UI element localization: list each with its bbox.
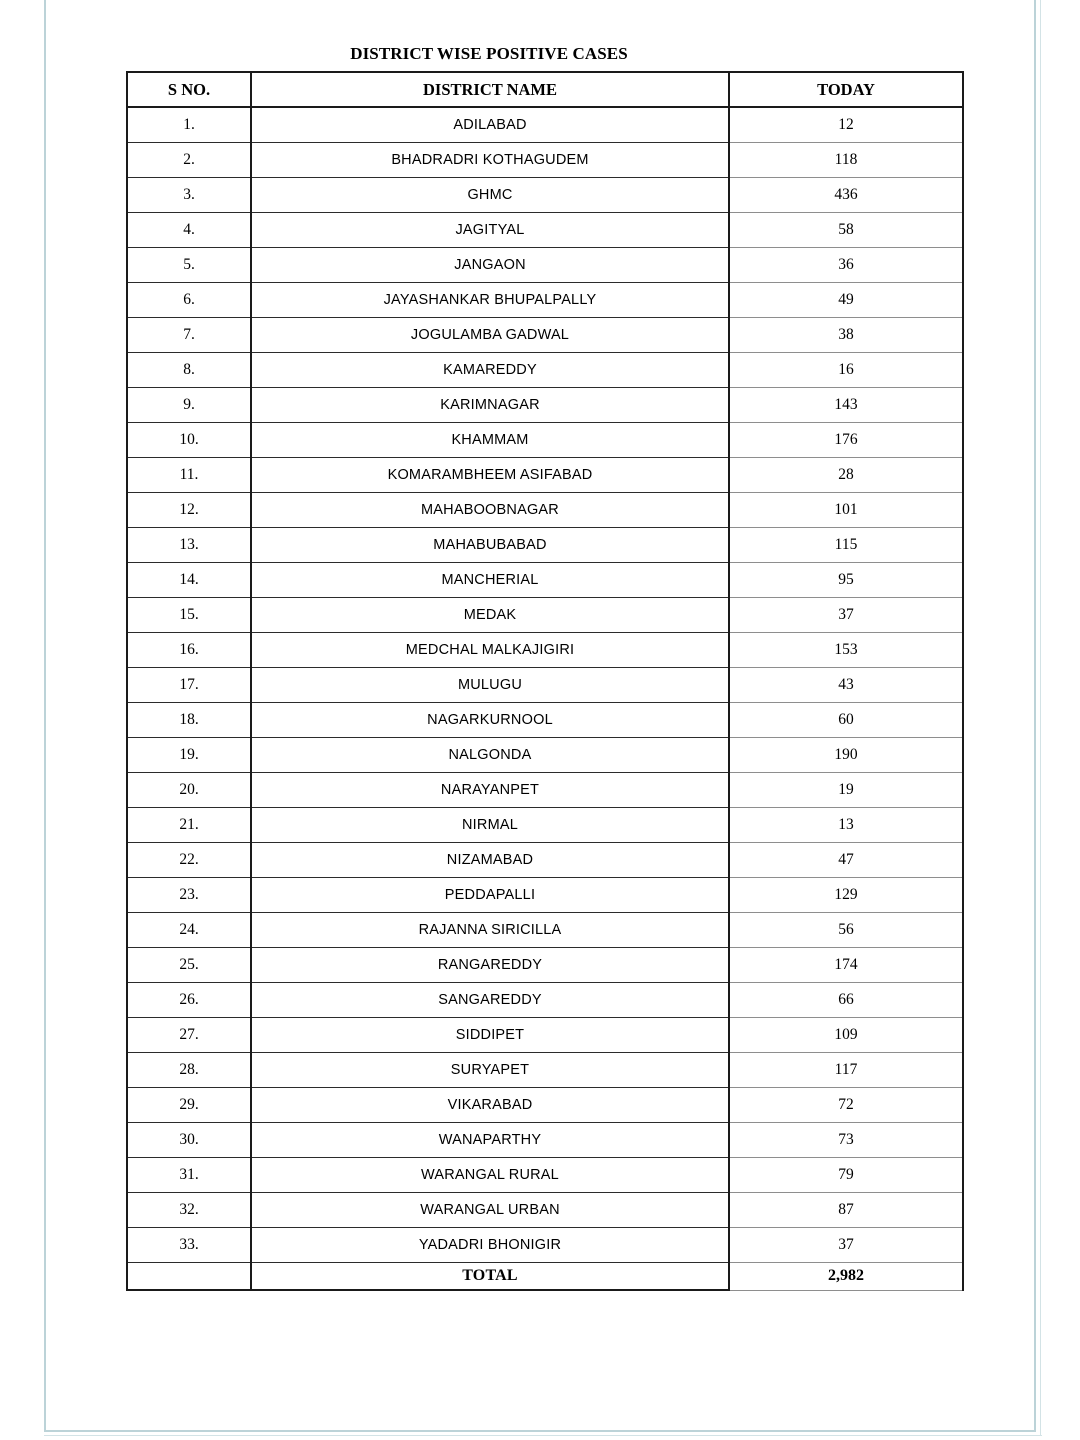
table-row (127, 913, 963, 948)
cell-serial-number: 30. (127, 1123, 251, 1158)
table-row (127, 528, 963, 563)
column-header-sno: S NO. (127, 72, 251, 107)
cell-today-count: 129 (729, 878, 963, 913)
cell-today-count: 58 (729, 213, 963, 248)
cell-serial-number: 1. (127, 107, 251, 143)
table-row (127, 283, 963, 318)
cell-district-name: NARAYANPET (251, 773, 729, 808)
cell-serial-number: 10. (127, 423, 251, 458)
table-row (127, 808, 963, 843)
cell-today-count: 101 (729, 493, 963, 528)
cell-district-name: KARIMNAGAR (251, 388, 729, 423)
table-row (127, 107, 963, 143)
table-row (127, 1088, 963, 1123)
cell-today-count: 73 (729, 1123, 963, 1158)
cell-district-name: NAGARKURNOOL (251, 703, 729, 738)
cell-district-name: YADADRI BHONIGIR (251, 1228, 729, 1263)
cell-today-count: 13 (729, 808, 963, 843)
table-row (127, 353, 963, 388)
table-row (127, 773, 963, 808)
cell-district-name: RANGAREDDY (251, 948, 729, 983)
cell-district-name: SURYAPET (251, 1053, 729, 1088)
table-header (127, 72, 963, 107)
cell-today-count: 190 (729, 738, 963, 773)
cell-today-count: 143 (729, 388, 963, 423)
cell-district-name: JAYASHANKAR BHUPALPALLY (251, 283, 729, 318)
table-row (127, 423, 963, 458)
cell-serial-number: 27. (127, 1018, 251, 1053)
cell-today-count: 174 (729, 948, 963, 983)
cell-district-name: PEDDAPALLI (251, 878, 729, 913)
cell-district-name: KOMARAMBHEEM ASIFABAD (251, 458, 729, 493)
cell-district-name: NALGONDA (251, 738, 729, 773)
cell-serial-number: 3. (127, 178, 251, 213)
cell-today-count: 12 (729, 107, 963, 143)
cell-serial-number: 6. (127, 283, 251, 318)
cell-district-name: NIRMAL (251, 808, 729, 843)
cell-serial-number: 20. (127, 773, 251, 808)
cell-today-count: 43 (729, 668, 963, 703)
cell-district-name: WARANGAL RURAL (251, 1158, 729, 1193)
cell-today-count: 79 (729, 1158, 963, 1193)
cell-total-label: TOTAL (251, 1263, 729, 1291)
table-row (127, 248, 963, 283)
cell-today-count: 87 (729, 1193, 963, 1228)
table-row (127, 1123, 963, 1158)
table-body (127, 107, 963, 1290)
cell-serial-number: 14. (127, 563, 251, 598)
cell-district-name: MANCHERIAL (251, 563, 729, 598)
cell-district-name: VIKARABAD (251, 1088, 729, 1123)
cell-total-count: 2,982 (729, 1263, 963, 1291)
cell-serial-number: 9. (127, 388, 251, 423)
cell-today-count: 16 (729, 353, 963, 388)
page-border-bottom (44, 1430, 1036, 1432)
cell-serial-number: 28. (127, 1053, 251, 1088)
cell-today-count: 47 (729, 843, 963, 878)
cell-district-name: BHADRADRI KOTHAGUDEM (251, 143, 729, 178)
table-row (127, 1018, 963, 1053)
page-border-left (44, 0, 46, 1432)
cell-today-count: 37 (729, 598, 963, 633)
cell-today-count: 118 (729, 143, 963, 178)
cell-district-name: NIZAMABAD (251, 843, 729, 878)
cell-district-name: MAHABUBABAD (251, 528, 729, 563)
cell-district-name: JAGITYAL (251, 213, 729, 248)
table-row (127, 143, 963, 178)
cell-today-count: 49 (729, 283, 963, 318)
table-header-row (127, 72, 963, 107)
cell-district-name: MEDAK (251, 598, 729, 633)
cell-serial-number: 5. (127, 248, 251, 283)
table-row (127, 598, 963, 633)
table-row (127, 318, 963, 353)
cell-today-count: 37 (729, 1228, 963, 1263)
cell-today-count: 66 (729, 983, 963, 1018)
cell-serial-number: 32. (127, 1193, 251, 1228)
table-row (127, 633, 963, 668)
cell-serial-number: 11. (127, 458, 251, 493)
cell-today-count: 28 (729, 458, 963, 493)
page-border-bottom-outer (44, 1435, 1042, 1436)
table-row (127, 178, 963, 213)
cell-today-count: 95 (729, 563, 963, 598)
page-border-right (1034, 0, 1036, 1432)
cell-today-count: 115 (729, 528, 963, 563)
table-row (127, 1158, 963, 1193)
table-row (127, 878, 963, 913)
cell-today-count: 56 (729, 913, 963, 948)
cell-serial-number: 33. (127, 1228, 251, 1263)
cell-today-count: 176 (729, 423, 963, 458)
cell-district-name: SANGAREDDY (251, 983, 729, 1018)
cell-district-name: WANAPARTHY (251, 1123, 729, 1158)
cell-serial-number: 15. (127, 598, 251, 633)
table-row (127, 1193, 963, 1228)
table-row (127, 1053, 963, 1088)
table-row (127, 458, 963, 493)
cell-serial-number: 25. (127, 948, 251, 983)
table-row (127, 738, 963, 773)
cell-district-name: MULUGU (251, 668, 729, 703)
cell-today-count: 60 (729, 703, 963, 738)
table-total-row (127, 1263, 963, 1291)
table-row (127, 668, 963, 703)
column-header-district-name: DISTRICT NAME (251, 72, 729, 107)
table-row (127, 983, 963, 1018)
cell-serial-number: 18. (127, 703, 251, 738)
cell-serial-number: 13. (127, 528, 251, 563)
cell-district-name: SIDDIPET (251, 1018, 729, 1053)
cell-today-count: 19 (729, 773, 963, 808)
cell-today-count: 36 (729, 248, 963, 283)
cell-district-name: RAJANNA SIRICILLA (251, 913, 729, 948)
table-row (127, 703, 963, 738)
cell-total-spacer (127, 1263, 251, 1291)
cell-serial-number: 24. (127, 913, 251, 948)
cell-serial-number: 17. (127, 668, 251, 703)
column-header-today: TODAY (729, 72, 963, 107)
cell-district-name: JOGULAMBA GADWAL (251, 318, 729, 353)
cell-serial-number: 29. (127, 1088, 251, 1123)
cell-serial-number: 31. (127, 1158, 251, 1193)
table-row (127, 948, 963, 983)
cell-today-count: 109 (729, 1018, 963, 1053)
table-row (127, 213, 963, 248)
cell-district-name: JANGAON (251, 248, 729, 283)
cell-district-name: MAHABOOBNAGAR (251, 493, 729, 528)
cell-today-count: 436 (729, 178, 963, 213)
table-row (127, 388, 963, 423)
table-row (127, 1228, 963, 1263)
table-row (127, 843, 963, 878)
cell-serial-number: 23. (127, 878, 251, 913)
cell-district-name: WARANGAL URBAN (251, 1193, 729, 1228)
page-title: DISTRICT WISE POSITIVE CASES (350, 44, 628, 63)
cell-serial-number: 4. (127, 213, 251, 248)
cell-serial-number: 21. (127, 808, 251, 843)
cell-today-count: 153 (729, 633, 963, 668)
cell-today-count: 38 (729, 318, 963, 353)
page-border-right-outer (1040, 0, 1041, 1436)
cell-today-count: 72 (729, 1088, 963, 1123)
table-row (127, 563, 963, 598)
district-cases-table (126, 71, 964, 1291)
cell-district-name: KAMAREDDY (251, 353, 729, 388)
cell-serial-number: 12. (127, 493, 251, 528)
cell-serial-number: 22. (127, 843, 251, 878)
cases-table-container (126, 71, 962, 1291)
cell-serial-number: 16. (127, 633, 251, 668)
cell-district-name: KHAMMAM (251, 423, 729, 458)
table-row (127, 493, 963, 528)
cell-serial-number: 7. (127, 318, 251, 353)
cell-serial-number: 8. (127, 353, 251, 388)
cell-serial-number: 26. (127, 983, 251, 1018)
cell-today-count: 117 (729, 1053, 963, 1088)
cell-district-name: MEDCHAL MALKAJIGIRI (251, 633, 729, 668)
cell-serial-number: 2. (127, 143, 251, 178)
cell-district-name: ADILABAD (251, 107, 729, 143)
cell-serial-number: 19. (127, 738, 251, 773)
cell-district-name: GHMC (251, 178, 729, 213)
